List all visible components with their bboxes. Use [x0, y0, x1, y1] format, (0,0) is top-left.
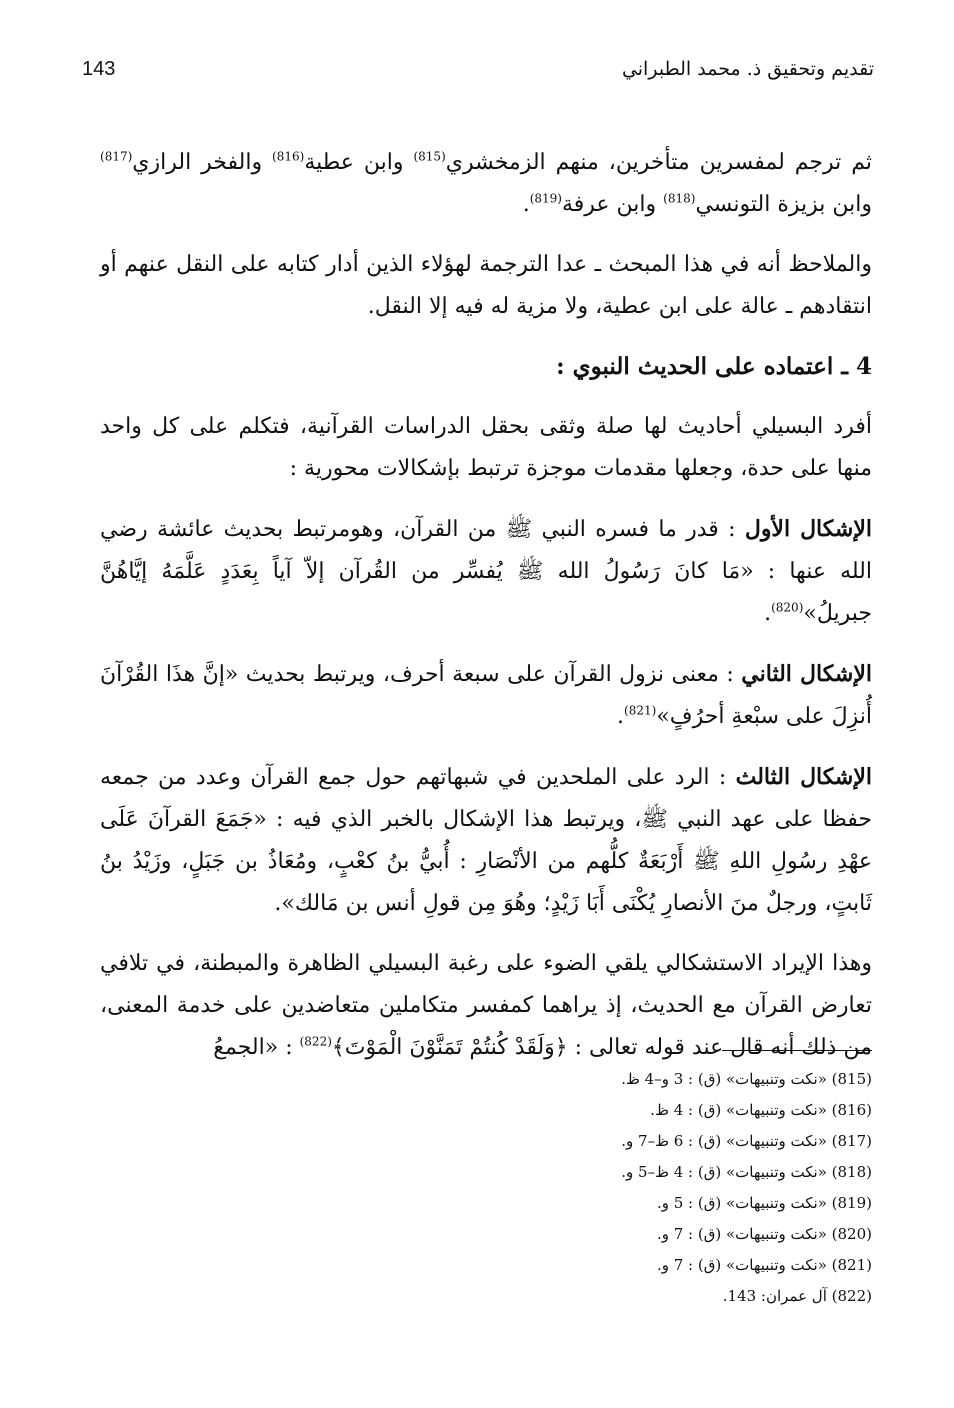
- issue-label: الإشكال الأول: [744, 516, 872, 542]
- text: والفخر الرازي: [132, 150, 273, 175]
- footnote-815: (815) «نكت وتنبيهات» (ق) : 3 و–4 ظ.: [621, 1070, 872, 1088]
- text: : قدر ما فسره النبي ﷺ من القرآن، وهومرتبط بحديث عائشة رضي الله عنها : «مَا كانَ رَسُولُ الله ﷺ يُفسِّر من القُرآن إلاّ آياً بِعَدَدٍ عَلَّمَهُ إيَّاهُنَّ جبريلُ»: [100, 517, 872, 626]
- paragraph-intro: أفرد البسيلي أحاديث لها صلة وثقى بحقل الدراسات القرآنية، فتكلم على كل واحد منها على حدة، وجعلها مقدمات موجزة ترتبط بإشكالات محورية :: [100, 414, 872, 481]
- text: .: [617, 704, 625, 729]
- footnote-816: (816) «نكت وتنبيهات» (ق) : 4 ظ.: [650, 1101, 872, 1119]
- paragraph-translators: [100, 142, 872, 226]
- paragraph-issue-3: [100, 756, 872, 925]
- footnote-820: (820) «نكت وتنبيهات» (ق) : 7 و.: [656, 1225, 872, 1243]
- page-number: 143: [82, 58, 116, 80]
- text: .: [522, 192, 530, 217]
- text: .: [764, 601, 772, 626]
- footnotes: [380, 1064, 872, 1312]
- footnote-ref[interactable]: (819): [529, 191, 562, 206]
- text: : الرد على الملحدين في شبهاتهم حول جمع القرآن وعدد من جمعه حفظا على عهد النبي ﷺ، ويرتبط هذا الإشكال بالخبر الذي فيه : «جَمَعَ القرآنَ عَلَى عهْدِ رسُولِ اللهِ ﷺ أَرْبَعَةٌ كلُّهم من الأنْصَارِ : أُبيُّ بنُ كعْبٍ، ومُعَاذُ بن جَبَلٍ، وزَيْدُ بنُ ثَابتٍ، ورجلٌ منَ الأنصارِ يُكْنَى أَبَا زَيْدٍ؛ وهُوَ مِن قولِ أنس بن مَالك».: [100, 765, 872, 916]
- text: ثم ترجم لمفسرين متأخرين، منهم الزمخشري: [445, 150, 872, 175]
- issue-label: الإشكال الثالث: [735, 764, 872, 790]
- text: وابن عرفة: [561, 192, 664, 217]
- footnote-818: (818) «نكت وتنبيهات» (ق) : 4 ظ–5 و.: [621, 1163, 872, 1181]
- body-text: [100, 142, 872, 1087]
- issue-label: الإشكال الثاني: [741, 661, 872, 687]
- footnote-817: (817) «نكت وتنبيهات» (ق) : 6 ظ–7 و.: [621, 1132, 872, 1150]
- running-title: تقديم وتحقيق ذ. محمد الطبراني: [621, 58, 874, 80]
- paragraph-issue-1: [100, 508, 872, 635]
- footnote-ref[interactable]: (815): [413, 149, 446, 164]
- paragraph-issue-2: [100, 653, 872, 738]
- footnote-ref[interactable]: (821): [624, 703, 657, 718]
- footnote-ref[interactable]: (818): [663, 191, 696, 206]
- paragraph-observation: والملاحظ أنه في هذا المبحث ـ عدا الترجمة لهؤلاء الذين أدار كتابه على النقل عنهم أو انتقادهم ـ عالة على ابن عطية، ولا مزية له فيه إلا النقل.: [100, 252, 872, 319]
- text: وهذا الإيراد الاستشكالي يلقي الضوء على رغبة البسيلي الظاهرة والمبطنة، في تلافي تعارض القرآن مع الحديث، إذ يراهما كمفسر متكاملين متعاضدين على خدمة المعنى، من ذلك أنه قال عند قوله تعالى : ﴿وَلَقَدْ كُنتُمْ تَمَنَّوْنَ الْمَوْتَ﴾: [100, 951, 872, 1060]
- text: وابن بزيزة التونسي: [695, 192, 872, 217]
- footnote-821: (821) «نكت وتنبيهات» (ق) : 7 و.: [656, 1256, 872, 1274]
- footnote-separator: [722, 1050, 872, 1051]
- footnote-822: (822) آل عمران: 143.: [722, 1287, 872, 1305]
- page-header: [60, 58, 874, 88]
- footnote-819: (819) «نكت وتنبيهات» (ق) : 5 و.: [656, 1194, 872, 1212]
- text: وابن عطية: [304, 150, 414, 175]
- footnote-ref[interactable]: (822): [299, 1034, 332, 1049]
- footnote-ref[interactable]: (817): [100, 149, 133, 164]
- text: : «الجمعُ: [213, 1035, 300, 1060]
- section-heading: 4 ـ اعتماده على الحديث النبوي :: [556, 353, 872, 380]
- footnote-ref[interactable]: (816): [272, 149, 305, 164]
- footnote-ref[interactable]: (820): [771, 600, 804, 615]
- text: : معنى نزول القرآن على سبعة أحرف، ويرتبط بحديث «إنَّ هذَا القُرْآنَ أُنزِلَ على سبْعةِ أحرُفٍ»: [100, 662, 872, 729]
